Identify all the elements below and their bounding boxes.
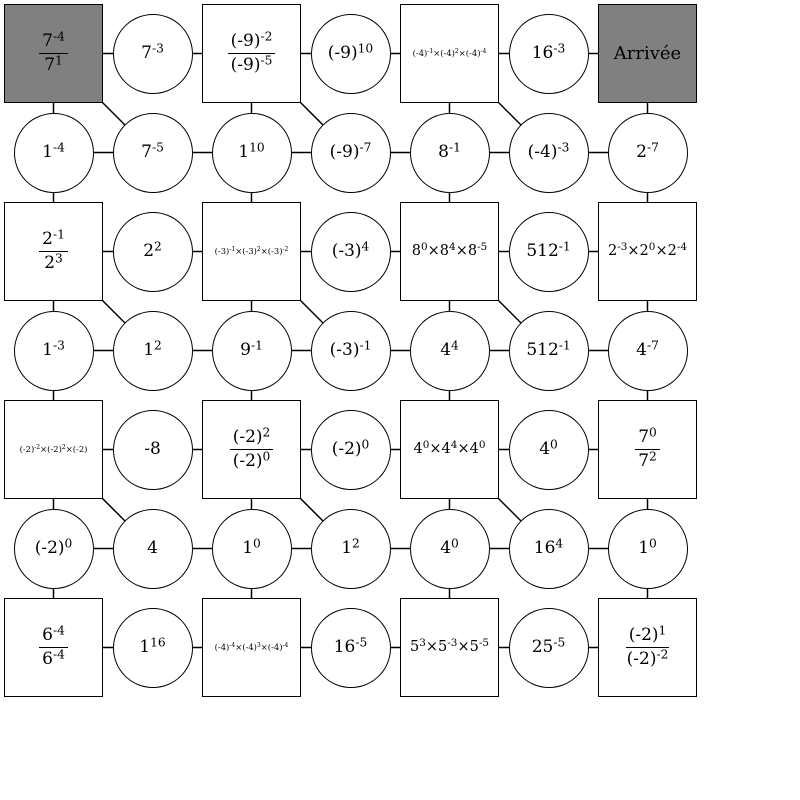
power-expression: $7^{-5}$ <box>141 140 164 162</box>
power-expression: $(-4)^{-3}$ <box>527 140 570 162</box>
fraction-denominator: $(-2)^0$ <box>232 449 271 471</box>
power-expression: $1^{10}$ <box>238 140 265 162</box>
power-expression: $16^{-5}$ <box>333 635 368 657</box>
maze-circle-cell[interactable] <box>608 509 688 589</box>
power-expression: $5^3\times 5^{-3}\times 5^{-5}$ <box>410 637 489 656</box>
fraction-numerator: $(-9)^{-2}$ <box>228 33 276 54</box>
power-expression: $4^0\times 4^4\times 4^0$ <box>413 439 486 458</box>
maze-circle-cell[interactable] <box>14 113 94 193</box>
maze-circle-cell[interactable] <box>509 311 589 391</box>
maze-circle-cell[interactable] <box>113 14 193 94</box>
maze-square-cell[interactable] <box>400 4 499 103</box>
maze-square-cell[interactable] <box>202 4 301 103</box>
maze-circle-cell[interactable] <box>212 311 292 391</box>
maze-circle-cell[interactable] <box>509 14 589 94</box>
power-expression: $2^2$ <box>143 239 162 261</box>
power-expression: $1^{-4}$ <box>42 140 65 162</box>
maze-circle-cell[interactable] <box>113 608 193 688</box>
power-expression: -8 <box>144 439 161 459</box>
maze-circle-cell[interactable] <box>311 212 391 292</box>
maze-square-cell[interactable] <box>4 400 103 499</box>
power-expression: $1^0$ <box>242 536 261 558</box>
maze-square-cell[interactable] <box>598 202 697 301</box>
fraction-denominator: $2^3$ <box>44 251 63 273</box>
maze-square-cell[interactable] <box>400 202 499 301</box>
fraction <box>624 623 672 669</box>
power-expression: $1^2$ <box>143 338 162 360</box>
maze-circle-cell[interactable] <box>410 311 490 391</box>
maze-square-cell[interactable] <box>400 598 499 697</box>
power-expression: $1^2$ <box>341 536 360 558</box>
maze-circle-cell[interactable] <box>311 509 391 589</box>
fraction <box>635 425 660 471</box>
power-expression: $(-4)^{-4}\times(-4)^3\times(-4)^{-4}$ <box>214 642 289 653</box>
fraction-numerator: $(-2)^1$ <box>626 627 670 648</box>
power-expression: $7^{-3}$ <box>141 41 164 63</box>
fraction-numerator: $(-2)^2$ <box>230 429 274 450</box>
fraction <box>39 29 68 75</box>
power-expression: $2^{-3}\times 2^0\times 2^{-4}$ <box>608 241 687 260</box>
maze-circle-cell[interactable] <box>113 509 193 589</box>
power-expression: $1^{-3}$ <box>42 338 65 360</box>
maze-square-cell[interactable] <box>400 400 499 499</box>
maze-circle-cell[interactable] <box>212 113 292 193</box>
fraction-numerator: $2^{-1}$ <box>39 231 68 252</box>
finish-cell[interactable] <box>598 4 697 103</box>
maze-square-cell[interactable] <box>598 598 697 697</box>
fraction <box>39 227 68 273</box>
fraction-numerator: $7^{-4}$ <box>39 33 68 54</box>
maze-circle-cell[interactable] <box>212 509 292 589</box>
power-expression: $(-4)^{-1}\times(-4)^2\times(-4)^{-4}$ <box>412 48 487 59</box>
maze-circle-cell[interactable] <box>509 608 589 688</box>
power-expression: $4^{-7}$ <box>636 338 659 360</box>
power-expression: $(-3)^{-1}$ <box>329 338 372 360</box>
power-expression: $(-3)^{-1}\times(-3)^2\times(-3)^{-2}$ <box>214 246 289 257</box>
maze-circle-cell[interactable] <box>410 509 490 589</box>
fraction-denominator: $(-2)^{-2}$ <box>626 647 669 669</box>
maze-circle-cell[interactable] <box>509 410 589 490</box>
power-expression: $4^0$ <box>539 437 558 459</box>
power-expression: $(-9)^{-7}$ <box>329 140 372 162</box>
power-expression: $9^{-1}$ <box>240 338 263 360</box>
power-expression: $(-2)^0$ <box>331 437 370 459</box>
power-expression: $(-9)^{10}$ <box>327 41 374 63</box>
fraction-numerator: $6^{-4}$ <box>39 627 68 648</box>
power-expression: $8^{-1}$ <box>438 140 461 162</box>
power-expression: $(-2)^0$ <box>34 536 73 558</box>
maze-circle-cell[interactable] <box>311 410 391 490</box>
maze-circle-cell[interactable] <box>608 113 688 193</box>
power-expression: $(-2)^{-2}\times(-2)^2\times(-2)$ <box>19 444 88 455</box>
fraction-denominator: $(-9)^{-5}$ <box>230 53 273 75</box>
maze-square-cell[interactable] <box>202 598 301 697</box>
maze-square-cell[interactable] <box>598 400 697 499</box>
fraction-denominator: $7^1$ <box>44 53 63 75</box>
maze-square-cell[interactable] <box>202 202 301 301</box>
fraction-denominator: $6^{-4}$ <box>42 647 65 669</box>
finish-label: Arrivée <box>613 42 682 64</box>
power-expression: $16^{-3}$ <box>531 41 566 63</box>
power-expression: $1^0$ <box>638 536 657 558</box>
maze-square-cell[interactable] <box>4 202 103 301</box>
maze-circle-cell[interactable] <box>14 509 94 589</box>
power-expression: $4^0$ <box>440 536 459 558</box>
power-expression: $2^{-7}$ <box>636 140 659 162</box>
maze-circle-cell[interactable] <box>113 410 193 490</box>
fraction <box>39 623 68 669</box>
maze-circle-cell[interactable] <box>608 311 688 391</box>
power-expression: $1^{16}$ <box>139 635 166 657</box>
maze-circle-cell[interactable] <box>311 311 391 391</box>
power-expression: $4^4$ <box>440 338 459 360</box>
maze-square-cell[interactable] <box>4 598 103 697</box>
fraction-denominator: $7^2$ <box>638 449 657 471</box>
power-expression: $512^{-1}$ <box>526 239 571 261</box>
maze-square-cell[interactable] <box>202 400 301 499</box>
power-expression: 4 <box>147 538 158 558</box>
maze-circle-cell[interactable] <box>311 113 391 193</box>
maze-circle-cell[interactable] <box>14 311 94 391</box>
start-cell[interactable] <box>4 4 103 103</box>
maze-circle-cell[interactable] <box>113 113 193 193</box>
maze-circle-cell[interactable] <box>509 212 589 292</box>
maze-circle-cell[interactable] <box>410 113 490 193</box>
power-expression: $25^{-5}$ <box>531 635 566 657</box>
maze-circle-cell[interactable] <box>509 509 589 589</box>
maze-circle-cell[interactable] <box>113 311 193 391</box>
fraction-numerator: $7^0$ <box>635 429 660 450</box>
power-expression: $16^4$ <box>533 536 564 558</box>
power-expression: $8^0\times 8^4\times 8^{-5}$ <box>411 241 488 260</box>
maze-circle-cell[interactable] <box>509 113 589 193</box>
fraction <box>230 425 274 471</box>
maze-circle-cell[interactable] <box>113 212 193 292</box>
fraction <box>228 29 276 75</box>
power-expression: $512^{-1}$ <box>526 338 571 360</box>
power-expression: $(-3)^4$ <box>331 239 370 261</box>
maze-circle-cell[interactable] <box>311 608 391 688</box>
maze-circle-cell[interactable] <box>311 14 391 94</box>
